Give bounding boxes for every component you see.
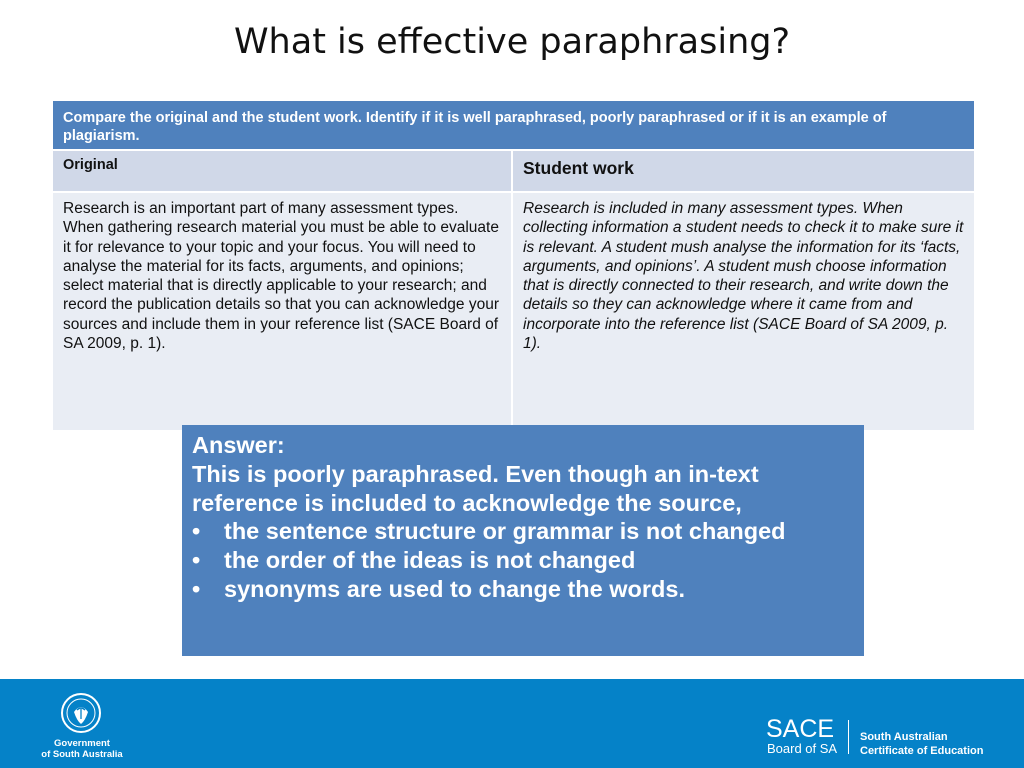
answer-bullet-text: the order of the ideas is not changed [224, 547, 636, 574]
sace-logo-text: SACE [766, 715, 835, 743]
bullet-icon: • [192, 547, 201, 574]
table-header-row [53, 151, 974, 191]
original-text: Research is an important part of many assessment types. When gathering research material you must be able to evaluate it for relevance to your topic and your focus. You will need to analyse the material for its facts, arguments, and opinions; select material that is directly applicable to your research; and record the publication details so that you can acknowledge your sources and include them in your reference list (SACE Board of SA 2009, p. 1). [53, 193, 511, 430]
list-item [192, 575, 854, 604]
bullet-icon: • [192, 575, 201, 602]
answer-bullet-text: the sentence structure or grammar is not changed [224, 518, 786, 545]
government-label: Government of South Australia [41, 738, 123, 760]
answer-box [182, 425, 864, 656]
list-item [192, 517, 854, 546]
south-australia-crest-icon [60, 692, 102, 734]
bullet-icon: • [192, 518, 201, 545]
answer-heading: Answer: [192, 432, 285, 458]
comparison-table [53, 101, 974, 430]
logo-divider [848, 720, 849, 754]
header-student-work: Student work [513, 151, 974, 191]
student-work-text: Research is included in many assessment types. When collecting information a student needs to check it to make sure it is relevant. A student mush analyse the information for its ‘facts, arguments, and opinions’. A student mush choose information that is directly connected to their research, and write down the details so they can acknowledge where it came from and incorporate into the reference list (SACE Board of SA 2009, p. 1). [513, 193, 974, 430]
answer-summary: This is poorly paraphrased. Even though an in-text reference is included to acknowledge the source, [192, 460, 759, 516]
answer-bullet-text: synonyms are used to change the words. [224, 575, 685, 602]
table-instruction: Compare the original and the student work. Identify if it is well paraphrased, poorly paraphrased or if it is an example of plagiarism. [53, 101, 974, 149]
list-item [192, 546, 854, 575]
sace-board-label: Board of SA [767, 741, 838, 756]
footer-bar [0, 679, 1024, 768]
table-body-row [53, 193, 974, 430]
answer-bullet-list [192, 517, 854, 603]
slide-title: What is effective paraphrasing? [233, 22, 791, 62]
sace-full-name: South Australian Certificate of Education [860, 731, 984, 757]
header-original: Original [53, 151, 511, 191]
